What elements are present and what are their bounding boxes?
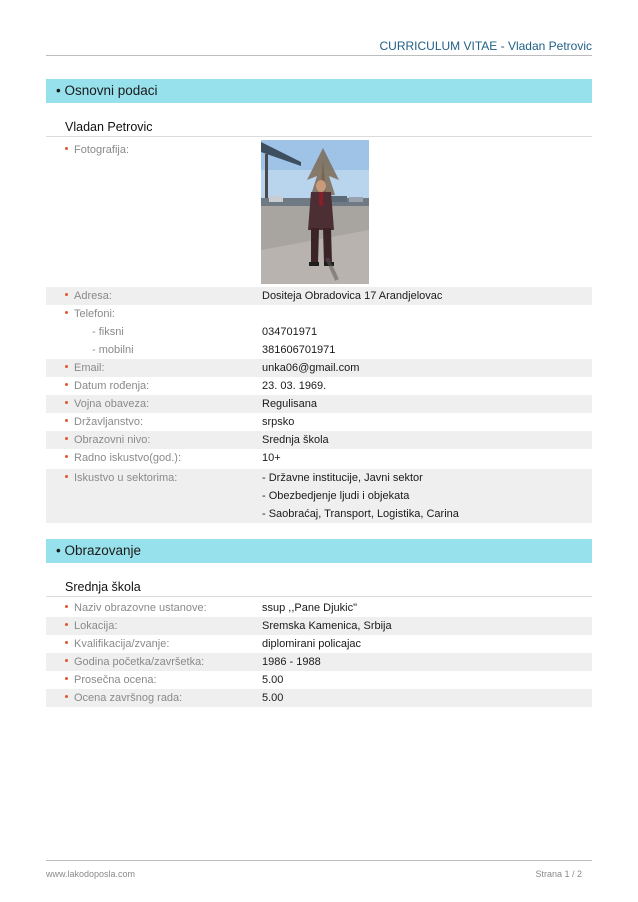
bullet-icon — [65, 623, 68, 626]
institution-value: ssup ,,Pane Djukic" — [262, 602, 358, 614]
birth-label: Datum rođenja: — [74, 380, 150, 392]
bullet-icon — [65, 659, 68, 662]
row-thesis — [46, 689, 592, 707]
row-email — [46, 359, 592, 377]
row-phones — [46, 305, 592, 323]
bullet-icon — [65, 365, 68, 368]
citizenship-value: srpsko — [262, 416, 295, 428]
thesis-value: 5.00 — [262, 692, 284, 704]
landline-label: - fiksni — [92, 326, 124, 338]
mobile-value: 381606701971 — [262, 344, 336, 356]
section-title: • Obrazovanje — [56, 543, 142, 558]
years-value: 1986 - 1988 — [262, 656, 321, 668]
sector-item: - Saobraćaj, Transport, Logistika, Carina — [262, 508, 459, 520]
page-footer — [46, 860, 592, 880]
row-birth — [46, 377, 592, 395]
bullet-icon — [65, 437, 68, 440]
education-level-heading — [46, 579, 592, 597]
bullet-icon — [65, 605, 68, 608]
experience-label: Radno iskustvo(god.): — [74, 452, 181, 464]
row-years — [46, 653, 592, 671]
location-label: Lokacija: — [74, 620, 118, 632]
military-value: Regulisana — [262, 398, 318, 410]
address-value: Dositeja Obradovica 17 Arandjelovac — [262, 290, 443, 302]
sector-item: - Državne institucije, Javni sektor — [262, 472, 423, 484]
sector-item: - Obezbedjenje ljudi i objekata — [262, 490, 410, 502]
education-level-label: Obrazovni nivo: — [74, 434, 151, 446]
gpa-value: 5.00 — [262, 674, 284, 686]
experience-value: 10+ — [262, 452, 281, 464]
gpa-label: Prosečna ocena: — [74, 674, 157, 686]
page-header — [46, 36, 592, 56]
qualification-value: diplomirani policajac — [262, 638, 362, 650]
section-education — [46, 539, 592, 563]
bullet-icon — [65, 455, 68, 458]
photo-label: Fotografija: — [74, 144, 130, 156]
years-label: Godina početka/završetka: — [74, 656, 205, 668]
email-label: Email: — [74, 362, 105, 374]
citizenship-label: Državljanstvo: — [74, 416, 144, 428]
landline-value: 034701971 — [262, 326, 318, 338]
bullet-icon — [65, 695, 68, 698]
person-name — [46, 119, 592, 137]
address-label: Adresa: — [74, 290, 112, 302]
mobile-label: - mobilni — [92, 344, 134, 356]
institution-label: Naziv obrazovne ustanove: — [74, 602, 207, 614]
bullet-icon — [65, 401, 68, 404]
thesis-label: Ocena završnog rada: — [74, 692, 183, 704]
footer-site-link[interactable]: www.lakodoposla.com — [46, 869, 136, 879]
bullet-icon — [65, 311, 68, 314]
row-military — [46, 395, 592, 413]
bullet-icon — [65, 677, 68, 680]
bullet-icon — [65, 475, 68, 478]
birth-value: 23. 03. 1969. — [262, 380, 327, 392]
bullet-icon — [65, 419, 68, 422]
qualification-label: Kvalifikacija/zvanje: — [74, 638, 170, 650]
section-basic-info — [46, 79, 592, 103]
bullet-icon — [65, 293, 68, 296]
document-title: CURRICULUM VITAE - Vladan Petrovic — [379, 39, 592, 53]
row-landline — [46, 323, 592, 341]
row-institution — [46, 599, 592, 617]
military-label: Vojna obaveza: — [74, 398, 150, 410]
sectors-label: Iskustvo u sektorima: — [74, 472, 178, 484]
education-level-text: Srednja škola — [65, 580, 141, 594]
section-title: • Osnovni podaci — [56, 83, 158, 98]
page-number: Strana 1 / 2 — [535, 869, 582, 879]
row-gpa — [46, 671, 592, 689]
row-citizenship — [46, 413, 592, 431]
row-mobile — [46, 341, 592, 359]
row-address — [46, 287, 592, 305]
phones-label: Telefoni: — [74, 308, 115, 320]
bullet-icon — [65, 147, 68, 150]
bullet-icon — [65, 383, 68, 386]
bullet-icon — [65, 641, 68, 644]
person-name-text: Vladan Petrovic — [65, 120, 153, 134]
row-qualification — [46, 635, 592, 653]
row-experience — [46, 449, 592, 467]
email-value[interactable]: unka06@gmail.com — [262, 362, 360, 374]
row-location — [46, 617, 592, 635]
row-education-level — [46, 431, 592, 449]
row-sectors — [46, 469, 592, 523]
education-level-value: Srednja škola — [262, 434, 329, 446]
profile-photo — [261, 140, 369, 284]
location-value: Sremska Kamenica, Srbija — [262, 620, 392, 632]
